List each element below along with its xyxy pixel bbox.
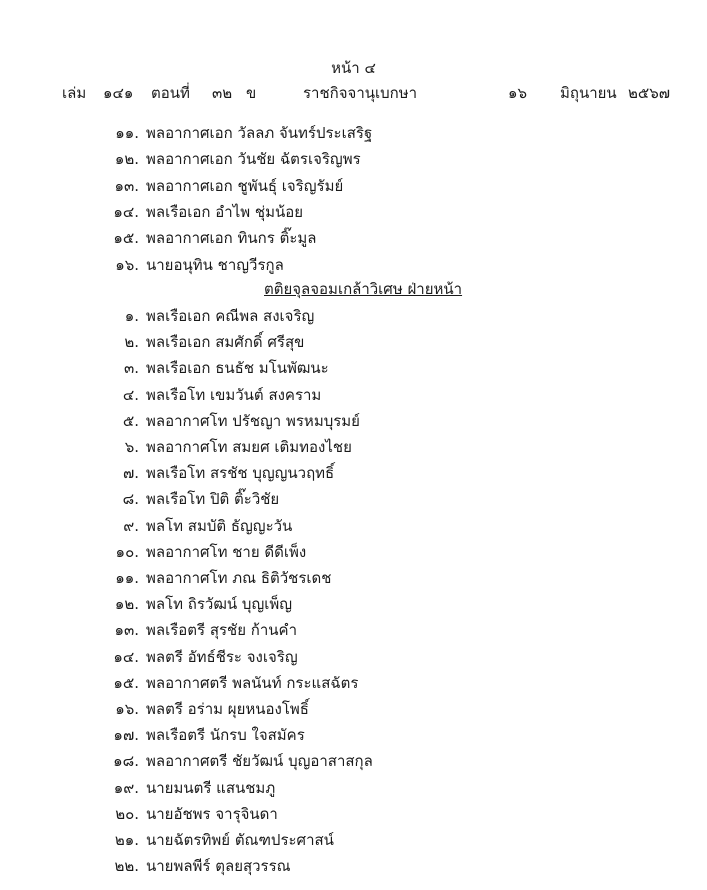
item-name: พลเรือเอก อำไพ ชุ่มน้อย [146,202,304,221]
list-item [0,802,707,824]
item-name: พลโท ถิรวัฒน์ บุญเพ็ญ [146,595,293,614]
item-number: ๑๑. [115,569,139,587]
item-number: ๙. [123,516,139,535]
list-item [0,566,707,588]
item-number: ๑๑. [115,124,139,142]
item-name: พลอากาศโท ภณ ธิติวัชรเดช [146,569,332,587]
item-name: นายอนุทิน ชาญวีรกูล [146,255,284,274]
gazette-header [0,81,707,103]
list-item [0,174,707,196]
item-name: พลเรือเอก คณีพล สงเจริญ [146,307,315,325]
list-item [0,697,707,719]
list-item [0,304,707,326]
list-item [0,383,707,405]
item-number: ๔. [122,385,139,404]
section-subheading: ตติยจุลจอมเกล้าวิเศษ ฝ่ายหน้า [264,280,463,298]
item-name: นายมนตรี แสนชมภู [146,778,276,797]
item-name: นายอัชพร จารุจินดา [146,804,278,823]
item-name: พลตรี อัทธ์ชีระ จงเจริญ [146,647,298,666]
volume-number: ๑๔๑ [103,84,134,102]
date-year: ๒๕๖๗ [628,84,671,102]
item-name: พลเรือตรี นักรบ ใจสมัคร [146,726,305,745]
list-item [0,253,707,275]
item-number: ๒๑. [114,831,139,849]
item-name: พลอากาศตรี ชัยวัฒน์ บุญอาสาสกุล [146,752,373,771]
date-day: ๑๖ [508,84,528,102]
item-number: ๖. [124,438,139,456]
list-item [0,121,707,143]
item-name: พลอากาศเอก ชูพันธุ์ เจริญรัมย์ [146,176,344,195]
list-item [0,330,707,352]
list-item [0,854,707,876]
item-name: พลอากาศโท ชาย ดีดีเพ็ง [146,542,307,561]
item-name: พลอากาศตรี พลนันท์ กระแสฉัตร [146,673,359,692]
item-number: ๑๘. [113,752,139,771]
section-letter: ข [246,84,257,102]
item-number: ๓. [123,359,139,378]
item-name: พลเรือโท ปิติ ติ๊ะวิชัย [146,490,280,509]
list-item [0,776,707,798]
item-number: ๑๕. [113,229,139,248]
list-item [0,749,707,771]
item-number: ๑๔. [113,647,139,666]
item-number: ๑. [124,307,139,325]
issue-number: ๓๒ [212,84,233,102]
item-number: ๑๗. [113,726,139,745]
item-name: พลอากาศเอก วันชัย ฉัตรเจริญพร [146,150,361,169]
item-number: ๒๐. [115,804,139,823]
item-number: ๑๔. [113,202,139,221]
item-name: พลอากาศเอก วัลลภ จันทร์ประเสริฐ [146,124,373,142]
volume-label: เล่ม [62,84,87,102]
date-month: มิถุนายน [560,84,617,102]
item-number: ๑๒. [114,150,139,169]
list-item [0,226,707,248]
list-item [0,409,707,431]
list-item [0,487,707,509]
item-name: พลอากาศโท ปรัชญา พรหมบุรมย์ [146,411,360,430]
list-item [0,671,707,693]
item-number: ๘. [122,490,139,509]
item-name: พลอากาศเอก ทินกร ติ๊ะมูล [146,229,317,248]
list-item [0,592,707,614]
item-name: นายฉัตรทิพย์ ตัณฑประศาสน์ [146,831,334,849]
item-name: นายพลพีร์ ตุลยสุวรรณ [146,857,291,876]
item-number: ๑๕. [113,673,139,692]
list-item [0,461,707,483]
item-number: ๕. [122,411,139,430]
item-name: พลตรี อร่าม ผุยหนองโพธิ์ [146,700,309,718]
page-number: หน้า ๔ [331,59,376,77]
item-name: พลอากาศโท สมยศ เติมทองไชย [146,438,352,456]
list-item [0,540,707,562]
list-item [0,618,707,640]
item-name: พลเรือเอก สมศักดิ์ ศรีสุข [146,333,305,352]
item-number: ๑๓. [114,621,139,640]
list-item [0,200,707,222]
item-number: ๑๖. [115,255,139,274]
issue-label: ตอนที่ [151,84,190,102]
item-number: ๑๖. [115,700,139,718]
gazette-title: ราชกิจจานุเบกษา [303,84,418,102]
item-name: พลเรือโท สรชัช บุญญนวฤทธิ์ [146,464,335,483]
item-number: ๗. [122,464,139,483]
list-item [0,645,707,667]
item-number: ๑๐. [115,542,139,561]
list-item [0,356,707,378]
item-name: พลโท สมบัติ ธัญญะวัน [146,516,293,535]
list-item [0,147,707,169]
list-item [0,828,707,850]
item-name: พลเรือตรี สุรชัย ก้านคำ [146,621,298,640]
item-number: ๑๓. [114,176,139,195]
item-number: ๑๙. [113,778,139,797]
list-item [0,514,707,536]
item-name: พลเรือโท เขมวันต์ สงคราม [146,385,322,404]
item-number: ๑๒. [114,595,139,614]
item-name: พลเรือเอก ธนธัช มโนพัฒนะ [146,359,329,378]
item-number: ๒. [124,333,139,352]
item-number: ๒๒. [114,857,139,876]
list-item [0,723,707,745]
list-item [0,435,707,457]
